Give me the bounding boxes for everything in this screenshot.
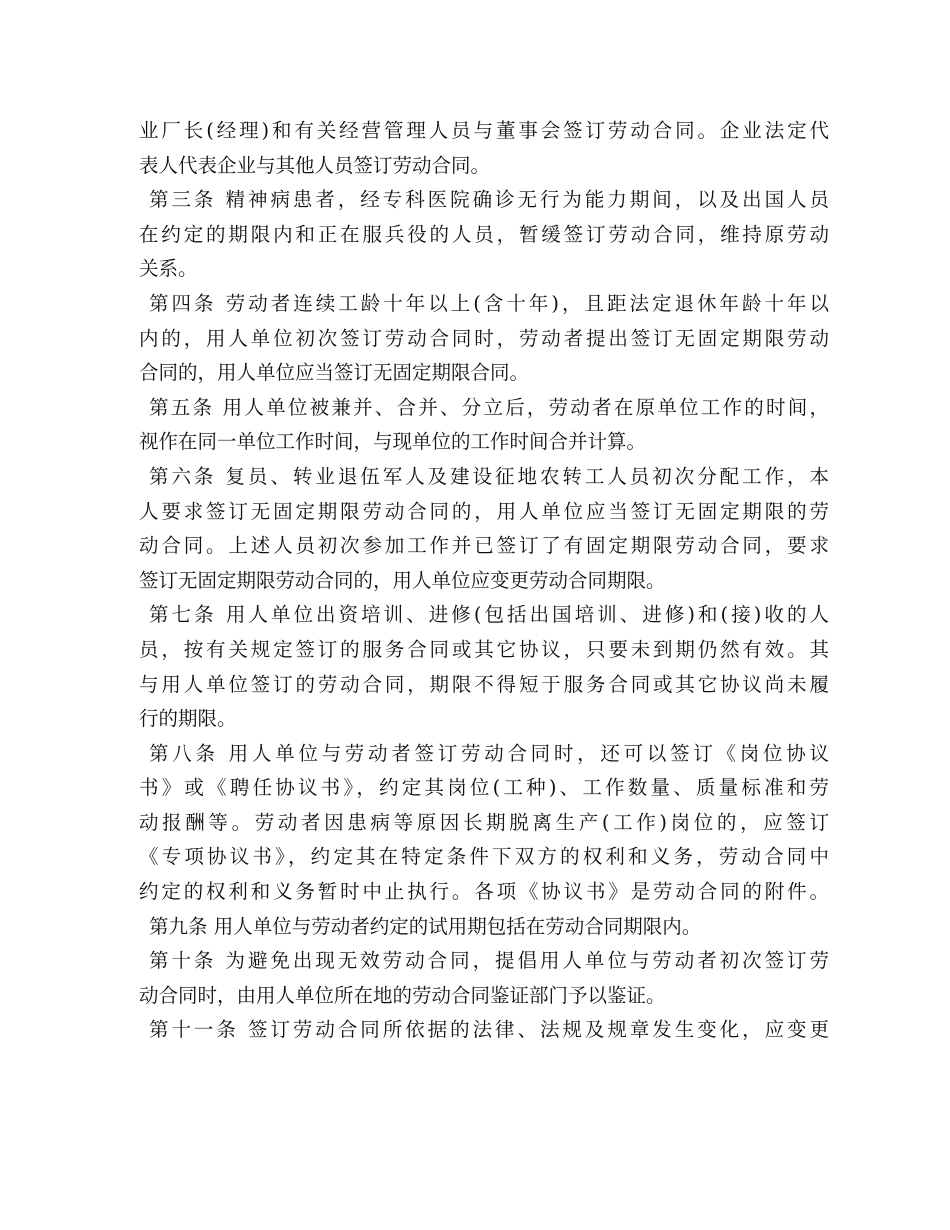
document-text-line: 视作在同一单位工作时间，与现单位的工作时间合并计算。 <box>139 430 647 454</box>
document-text-line: 关系。 <box>139 257 198 281</box>
document-text-line: 行的期限。 <box>139 707 237 731</box>
document-text-line: 第三条 精神病患者，经专科医院确诊无行为能力期间，以及出国人员 <box>149 188 829 212</box>
document-text-line: 第八条 用人单位与劳动者签订劳动合同时，还可以签订《岗位协议 <box>149 741 829 765</box>
document-text-line: 第五条 用人单位被兼并、合并、分立后，劳动者在原单位工作的时间， <box>149 395 829 419</box>
document-text-line: 第十条 为避免出现无效劳动合同，提倡用人单位与劳动者初次签订劳 <box>149 949 829 973</box>
document-text-line: 签订无固定期限劳动合同的，用人单位应变更劳动合同期限。 <box>139 568 666 592</box>
document-text-line: 第九条 用人单位与劳动者约定的试用期包括在劳动合同期限内。 <box>149 914 702 938</box>
document-text-line: 人要求签订无固定期限劳动合同的，用人单位应当签订无固定期限的劳 <box>139 499 829 523</box>
document-text-line: 内的，用人单位初次签订劳动合同时，劳动者提出签订无固定期限劳动 <box>139 326 829 350</box>
document-text-line: 动合同。上述人员初次参加工作并已签订了有固定期限劳动合同，要求 <box>139 534 829 558</box>
document-text-line: 动报酬等。劳动者因患病等原因长期脱离生产(工作)岗位的，应签订 <box>139 810 829 834</box>
document-text-line: 书》或《聘任协议书》，约定其岗位(工种)、工作数量、质量标准和劳 <box>139 776 829 800</box>
document-text-line: 在约定的期限内和正在服兵役的人员，暂缓签订劳动合同，维持原劳动 <box>139 222 829 246</box>
document-text-line: 员，按有关规定签订的服务合同或其它协议，只要未到期仍然有效。其 <box>139 637 829 661</box>
document-text-line: 表人代表企业与其他人员签订劳动合同。 <box>139 153 491 177</box>
document-body <box>139 114 829 1048</box>
document-text-line: 第四条 劳动者连续工龄十年以上(含十年)，且距法定退休年龄十年以 <box>149 291 829 315</box>
document-text-line: 约定的权利和义务暂时中止执行。各项《协议书》是劳动合同的附件。 <box>139 880 829 904</box>
document-text-line: 第七条 用人单位出资培训、进修(包括出国培训、进修)和(接)收的人 <box>149 603 829 627</box>
document-text-line: 动合同时，由用人单位所在地的劳动合同鉴证部门予以鉴证。 <box>139 983 666 1007</box>
document-text-line: 业厂长(经理)和有关经营管理人员与董事会签订劳动合同。企业法定代 <box>139 119 829 142</box>
document-text-line: 与用人单位签订的劳动合同，期限不得短于服务合同或其它协议尚未履 <box>139 672 829 696</box>
document-text-line: 第六条 复员、转业退伍军人及建设征地农转工人员初次分配工作，本 <box>149 464 829 488</box>
document-text-line: 合同的，用人单位应当签订无固定期限合同。 <box>139 361 530 385</box>
document-text-line: 第十一条 签订劳动合同所依据的法律、法规及规章发生变化，应变更 <box>149 1018 829 1042</box>
document-text-line: 《专项协议书》，约定其在特定条件下双方的权利和义务，劳动合同中 <box>139 845 829 869</box>
